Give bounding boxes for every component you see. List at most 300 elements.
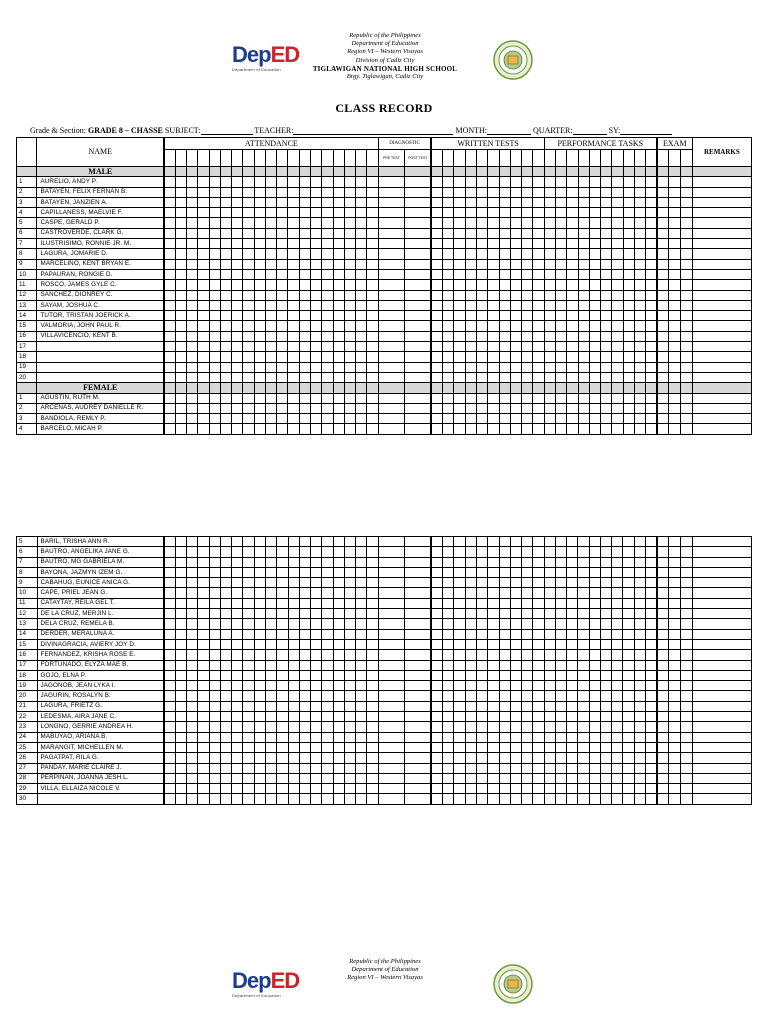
score-cell[interactable] (378, 239, 405, 249)
score-cell[interactable] (612, 177, 623, 187)
score-cell[interactable] (601, 321, 612, 331)
score-cell[interactable] (454, 722, 465, 732)
score-cell[interactable] (567, 773, 578, 783)
score-cell[interactable] (477, 228, 488, 238)
score-cell[interactable] (454, 331, 465, 341)
score-cell[interactable] (544, 732, 555, 742)
score-cell[interactable] (405, 722, 432, 732)
score-cell[interactable] (488, 609, 499, 619)
score-cell[interactable] (405, 794, 432, 804)
score-cell[interactable] (232, 177, 243, 187)
score-cell[interactable] (265, 414, 276, 424)
score-cell[interactable] (657, 352, 669, 362)
score-cell[interactable] (454, 794, 465, 804)
score-cell[interactable] (209, 773, 220, 783)
score-cell[interactable] (477, 712, 488, 722)
score-cell[interactable] (443, 537, 454, 547)
score-cell[interactable] (175, 681, 186, 691)
score-cell[interactable] (164, 372, 175, 382)
score-cell[interactable] (634, 639, 645, 649)
score-cell[interactable] (600, 753, 611, 763)
score-cell[interactable] (198, 393, 209, 403)
score-cell[interactable] (669, 712, 681, 722)
score-cell[interactable] (277, 280, 288, 290)
score-cell[interactable] (209, 228, 220, 238)
remarks-cell[interactable] (692, 598, 751, 608)
score-cell[interactable] (405, 557, 432, 567)
score-cell[interactable] (198, 300, 209, 310)
remarks-cell[interactable] (692, 393, 751, 403)
score-cell[interactable] (254, 414, 265, 424)
score-cell[interactable] (578, 670, 589, 680)
score-cell[interactable] (198, 177, 209, 187)
score-cell[interactable] (544, 280, 555, 290)
score-cell[interactable] (164, 773, 175, 783)
score-cell[interactable] (367, 712, 378, 722)
score-cell[interactable] (522, 414, 533, 424)
score-cell[interactable] (567, 259, 578, 269)
score-cell[interactable] (645, 547, 656, 557)
score-cell[interactable] (567, 403, 578, 413)
score-cell[interactable] (378, 794, 405, 804)
score-cell[interactable] (378, 557, 405, 567)
score-cell[interactable] (378, 670, 405, 680)
score-cell[interactable] (198, 681, 209, 691)
score-cell[interactable] (431, 249, 442, 259)
score-cell[interactable] (533, 794, 544, 804)
score-cell[interactable] (209, 557, 220, 567)
score-cell[interactable] (578, 414, 589, 424)
score-cell[interactable] (187, 424, 198, 434)
score-cell[interactable] (277, 732, 288, 742)
score-cell[interactable] (612, 280, 623, 290)
score-cell[interactable] (533, 372, 544, 382)
score-cell[interactable] (232, 362, 243, 372)
score-cell[interactable] (265, 269, 276, 279)
score-cell[interactable] (232, 393, 243, 403)
score-cell[interactable] (232, 249, 243, 259)
score-cell[interactable] (443, 670, 454, 680)
score-cell[interactable] (443, 239, 454, 249)
score-cell[interactable] (578, 352, 589, 362)
score-cell[interactable] (322, 681, 333, 691)
score-cell[interactable] (311, 712, 322, 722)
score-cell[interactable] (405, 567, 432, 577)
score-cell[interactable] (544, 773, 555, 783)
score-cell[interactable] (499, 259, 510, 269)
score-cell[interactable] (680, 331, 692, 341)
score-cell[interactable] (533, 732, 544, 742)
score-cell[interactable] (209, 239, 220, 249)
score-cell[interactable] (578, 290, 589, 300)
score-cell[interactable] (266, 722, 277, 732)
score-cell[interactable] (567, 228, 578, 238)
score-cell[interactable] (555, 537, 566, 547)
score-cell[interactable] (220, 629, 231, 639)
score-cell[interactable] (198, 660, 209, 670)
score-cell[interactable] (477, 239, 488, 249)
score-cell[interactable] (567, 280, 578, 290)
score-cell[interactable] (311, 218, 322, 228)
score-cell[interactable] (555, 784, 566, 794)
score-cell[interactable] (510, 794, 521, 804)
score-cell[interactable] (243, 784, 254, 794)
score-cell[interactable] (243, 290, 254, 300)
score-cell[interactable] (175, 311, 186, 321)
score-cell[interactable] (510, 414, 521, 424)
score-cell[interactable] (601, 352, 612, 362)
score-cell[interactable] (277, 249, 288, 259)
score-cell[interactable] (589, 547, 600, 557)
score-cell[interactable] (488, 177, 499, 187)
score-cell[interactable] (266, 681, 277, 691)
score-cell[interactable] (544, 670, 555, 680)
score-cell[interactable] (367, 567, 378, 577)
score-cell[interactable] (578, 619, 589, 629)
score-cell[interactable] (510, 311, 521, 321)
score-cell[interactable] (288, 321, 299, 331)
score-cell[interactable] (612, 722, 623, 732)
score-cell[interactable] (431, 609, 442, 619)
score-cell[interactable] (578, 177, 589, 187)
score-cell[interactable] (488, 537, 499, 547)
score-cell[interactable] (288, 414, 299, 424)
score-cell[interactable] (243, 681, 254, 691)
score-cell[interactable] (499, 567, 510, 577)
score-cell[interactable] (645, 712, 656, 722)
score-cell[interactable] (499, 239, 510, 249)
score-cell[interactable] (243, 537, 254, 547)
score-cell[interactable] (522, 321, 533, 331)
score-cell[interactable] (356, 537, 367, 547)
score-cell[interactable] (311, 794, 322, 804)
score-cell[interactable] (477, 578, 488, 588)
score-cell[interactable] (510, 547, 521, 557)
score-cell[interactable] (522, 629, 533, 639)
score-cell[interactable] (657, 639, 669, 649)
score-cell[interactable] (431, 537, 442, 547)
score-cell[interactable] (277, 424, 288, 434)
score-cell[interactable] (288, 681, 299, 691)
score-cell[interactable] (533, 670, 544, 680)
score-cell[interactable] (645, 773, 656, 783)
score-cell[interactable] (232, 280, 243, 290)
score-cell[interactable] (612, 660, 623, 670)
score-cell[interactable] (299, 712, 310, 722)
score-cell[interactable] (187, 753, 198, 763)
score-cell[interactable] (510, 753, 521, 763)
score-cell[interactable] (164, 578, 175, 588)
score-cell[interactable] (533, 660, 544, 670)
score-cell[interactable] (589, 609, 600, 619)
score-cell[interactable] (578, 269, 589, 279)
score-cell[interactable] (612, 578, 623, 588)
score-cell[interactable] (431, 352, 442, 362)
score-cell[interactable] (646, 331, 657, 341)
score-cell[interactable] (600, 537, 611, 547)
remarks-cell[interactable] (692, 753, 751, 763)
score-cell[interactable] (175, 691, 186, 701)
score-cell[interactable] (499, 208, 510, 218)
score-cell[interactable] (578, 300, 589, 310)
score-cell[interactable] (623, 650, 634, 660)
score-cell[interactable] (198, 218, 209, 228)
score-cell[interactable] (443, 269, 454, 279)
score-cell[interactable] (601, 362, 612, 372)
score-cell[interactable] (555, 352, 566, 362)
score-cell[interactable] (680, 218, 692, 228)
score-cell[interactable] (646, 208, 657, 218)
remarks-cell[interactable] (692, 619, 751, 629)
score-cell[interactable] (232, 342, 243, 352)
score-cell[interactable] (623, 393, 634, 403)
score-cell[interactable] (657, 773, 669, 783)
score-cell[interactable] (669, 691, 681, 701)
score-cell[interactable] (669, 722, 681, 732)
score-cell[interactable] (533, 290, 544, 300)
score-cell[interactable] (612, 773, 623, 783)
score-cell[interactable] (589, 639, 600, 649)
score-cell[interactable] (634, 259, 645, 269)
score-cell[interactable] (405, 588, 432, 598)
score-cell[interactable] (311, 403, 322, 413)
score-cell[interactable] (344, 331, 355, 341)
score-cell[interactable] (431, 424, 442, 434)
score-cell[interactable] (299, 249, 310, 259)
score-cell[interactable] (299, 269, 310, 279)
score-cell[interactable] (669, 311, 681, 321)
score-cell[interactable] (322, 619, 333, 629)
score-cell[interactable] (277, 208, 288, 218)
score-cell[interactable] (680, 763, 692, 773)
score-cell[interactable] (465, 753, 476, 763)
score-cell[interactable] (567, 712, 578, 722)
score-cell[interactable] (612, 403, 623, 413)
score-cell[interactable] (669, 197, 681, 207)
score-cell[interactable] (378, 403, 405, 413)
score-cell[interactable] (623, 197, 634, 207)
score-cell[interactable] (646, 321, 657, 331)
score-cell[interactable] (555, 732, 566, 742)
score-cell[interactable] (488, 763, 499, 773)
score-cell[interactable] (288, 629, 299, 639)
score-cell[interactable] (443, 311, 454, 321)
score-cell[interactable] (601, 393, 612, 403)
score-cell[interactable] (311, 598, 322, 608)
score-cell[interactable] (465, 567, 476, 577)
score-cell[interactable] (344, 598, 355, 608)
score-cell[interactable] (299, 794, 310, 804)
score-cell[interactable] (356, 794, 367, 804)
score-cell[interactable] (232, 269, 243, 279)
score-cell[interactable] (405, 239, 432, 249)
score-cell[interactable] (367, 557, 378, 567)
score-cell[interactable] (265, 177, 276, 187)
score-cell[interactable] (322, 218, 333, 228)
score-cell[interactable] (634, 691, 645, 701)
score-cell[interactable] (311, 259, 322, 269)
score-cell[interactable] (555, 311, 566, 321)
score-cell[interactable] (454, 362, 465, 372)
score-cell[interactable] (477, 650, 488, 660)
score-cell[interactable] (578, 403, 589, 413)
score-cell[interactable] (533, 537, 544, 547)
score-cell[interactable] (254, 300, 265, 310)
score-cell[interactable] (646, 393, 657, 403)
score-cell[interactable] (680, 701, 692, 711)
score-cell[interactable] (623, 280, 634, 290)
score-cell[interactable] (198, 414, 209, 424)
score-cell[interactable] (175, 177, 186, 187)
score-cell[interactable] (443, 300, 454, 310)
score-cell[interactable] (265, 352, 276, 362)
score-cell[interactable] (589, 177, 600, 187)
score-cell[interactable] (443, 352, 454, 362)
score-cell[interactable] (187, 228, 198, 238)
score-cell[interactable] (499, 177, 510, 187)
score-cell[interactable] (544, 300, 555, 310)
score-cell[interactable] (164, 794, 175, 804)
score-cell[interactable] (443, 372, 454, 382)
score-cell[interactable] (657, 208, 669, 218)
score-cell[interactable] (220, 259, 231, 269)
score-cell[interactable] (669, 239, 681, 249)
score-cell[interactable] (405, 629, 432, 639)
score-cell[interactable] (405, 331, 432, 341)
score-cell[interactable] (220, 557, 231, 567)
score-cell[interactable] (356, 773, 367, 783)
score-cell[interactable] (356, 403, 367, 413)
score-cell[interactable] (567, 681, 578, 691)
score-cell[interactable] (378, 331, 405, 341)
score-cell[interactable] (601, 290, 612, 300)
score-cell[interactable] (175, 732, 186, 742)
score-cell[interactable] (220, 372, 231, 382)
score-cell[interactable] (623, 557, 634, 567)
score-cell[interactable] (567, 732, 578, 742)
score-cell[interactable] (454, 414, 465, 424)
score-cell[interactable] (578, 218, 589, 228)
score-cell[interactable] (254, 228, 265, 238)
score-cell[interactable] (567, 331, 578, 341)
score-cell[interactable] (243, 773, 254, 783)
score-cell[interactable] (657, 701, 669, 711)
remarks-cell[interactable] (692, 290, 751, 300)
score-cell[interactable] (601, 424, 612, 434)
score-cell[interactable] (669, 732, 681, 742)
score-cell[interactable] (499, 578, 510, 588)
score-cell[interactable] (344, 393, 355, 403)
score-cell[interactable] (198, 197, 209, 207)
score-cell[interactable] (567, 208, 578, 218)
score-cell[interactable] (612, 208, 623, 218)
score-cell[interactable] (600, 712, 611, 722)
score-cell[interactable] (322, 249, 333, 259)
score-cell[interactable] (555, 300, 566, 310)
score-cell[interactable] (600, 763, 611, 773)
score-cell[interactable] (657, 578, 669, 588)
remarks-cell[interactable] (692, 187, 751, 197)
score-cell[interactable] (431, 280, 442, 290)
score-cell[interactable] (465, 239, 476, 249)
score-cell[interactable] (499, 619, 510, 629)
score-cell[interactable] (164, 311, 175, 321)
score-cell[interactable] (454, 763, 465, 773)
score-cell[interactable] (510, 259, 521, 269)
score-cell[interactable] (431, 784, 442, 794)
score-cell[interactable] (322, 722, 333, 732)
score-cell[interactable] (567, 321, 578, 331)
score-cell[interactable] (333, 259, 344, 269)
score-cell[interactable] (645, 588, 656, 598)
score-cell[interactable] (175, 208, 186, 218)
score-cell[interactable] (175, 547, 186, 557)
score-cell[interactable] (378, 753, 405, 763)
score-cell[interactable] (220, 567, 231, 577)
score-cell[interactable] (243, 732, 254, 742)
score-cell[interactable] (243, 187, 254, 197)
score-cell[interactable] (288, 403, 299, 413)
score-cell[interactable] (243, 177, 254, 187)
score-cell[interactable] (232, 331, 243, 341)
score-cell[interactable] (465, 639, 476, 649)
score-cell[interactable] (623, 269, 634, 279)
score-cell[interactable] (499, 197, 510, 207)
score-cell[interactable] (288, 311, 299, 321)
score-cell[interactable] (510, 249, 521, 259)
score-cell[interactable] (288, 372, 299, 382)
score-cell[interactable] (209, 619, 220, 629)
score-cell[interactable] (243, 660, 254, 670)
score-cell[interactable] (477, 794, 488, 804)
score-cell[interactable] (567, 609, 578, 619)
score-cell[interactable] (232, 742, 243, 752)
score-cell[interactable] (578, 732, 589, 742)
score-cell[interactable] (243, 722, 254, 732)
score-cell[interactable] (589, 403, 600, 413)
score-cell[interactable] (209, 249, 220, 259)
score-cell[interactable] (646, 290, 657, 300)
score-cell[interactable] (378, 681, 405, 691)
score-cell[interactable] (254, 660, 265, 670)
score-cell[interactable] (164, 393, 175, 403)
score-cell[interactable] (175, 352, 186, 362)
score-cell[interactable] (209, 321, 220, 331)
score-cell[interactable] (510, 187, 521, 197)
score-cell[interactable] (405, 280, 432, 290)
score-cell[interactable] (589, 701, 600, 711)
score-cell[interactable] (669, 414, 681, 424)
score-cell[interactable] (367, 763, 378, 773)
score-cell[interactable] (600, 670, 611, 680)
score-cell[interactable] (477, 784, 488, 794)
score-cell[interactable] (299, 187, 310, 197)
score-cell[interactable] (646, 300, 657, 310)
score-cell[interactable] (175, 578, 186, 588)
score-cell[interactable] (510, 773, 521, 783)
score-cell[interactable] (645, 763, 656, 773)
score-cell[interactable] (198, 208, 209, 218)
score-cell[interactable] (232, 701, 243, 711)
score-cell[interactable] (243, 712, 254, 722)
score-cell[interactable] (311, 362, 322, 372)
score-cell[interactable] (333, 311, 344, 321)
score-cell[interactable] (522, 259, 533, 269)
score-cell[interactable] (578, 681, 589, 691)
score-cell[interactable] (198, 187, 209, 197)
score-cell[interactable] (344, 197, 355, 207)
score-cell[interactable] (209, 784, 220, 794)
